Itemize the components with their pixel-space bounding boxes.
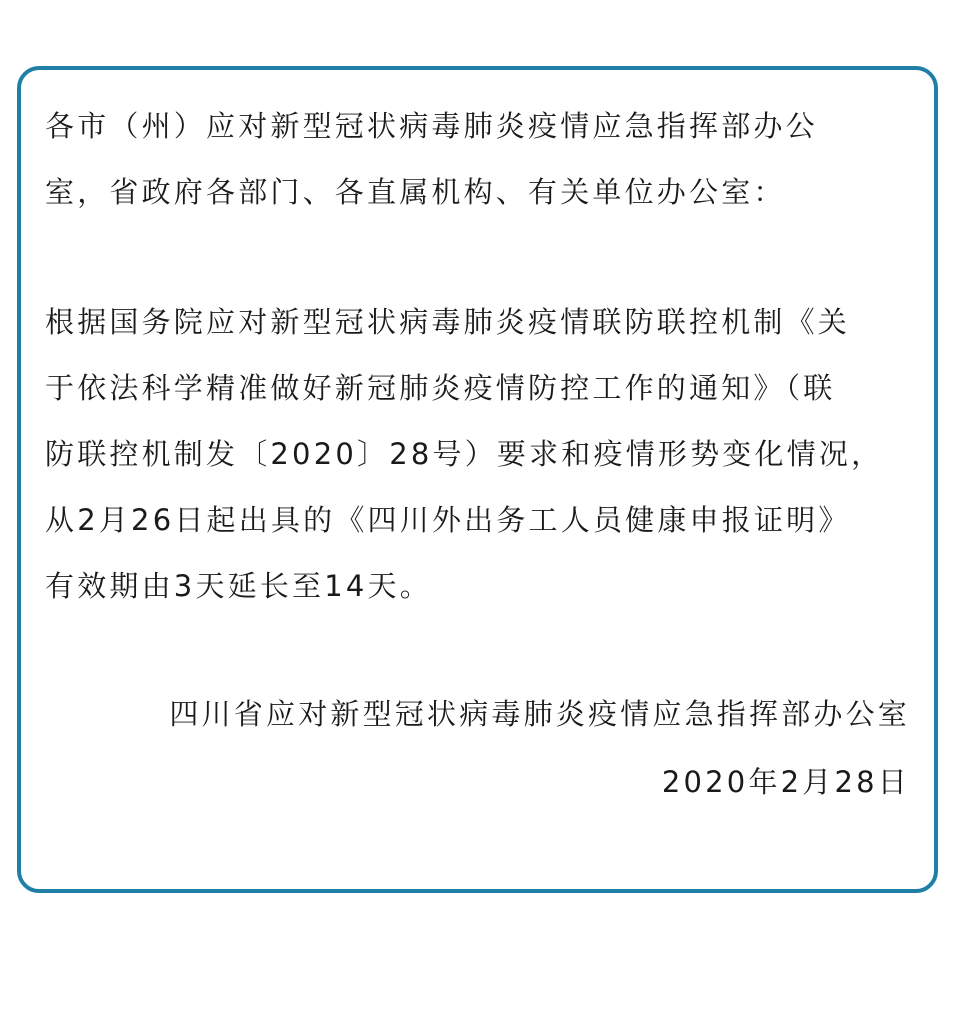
addressee-line-1: 各市（州）应对新型冠状病毒肺炎疫情应急指挥部办公 xyxy=(45,109,818,143)
body-line-4: 从2月26日起出具的《四川外出务工人员健康申报证明》 xyxy=(45,503,851,537)
addressee-line-2: 室，省政府各部门、各直属机构、有关单位办公室： xyxy=(45,175,786,209)
body-line-3: 防联控机制发〔2020〕28号）要求和疫情形势变化情况， xyxy=(45,437,884,471)
body-line-1: 根据国务院应对新型冠状病毒肺炎疫情联防联控机制《关 xyxy=(45,305,851,339)
body-line-5: 有效期由3天延长至14天。 xyxy=(45,569,432,603)
date: 2020年2月28日 xyxy=(661,765,910,799)
notice-card xyxy=(17,66,938,893)
body-line-2: 于依法科学精准做好新冠肺炎疫情防控工作的通知》（联 xyxy=(45,371,836,405)
signature: 四川省应对新型冠状病毒肺炎疫情应急指挥部办公室 xyxy=(169,697,910,731)
